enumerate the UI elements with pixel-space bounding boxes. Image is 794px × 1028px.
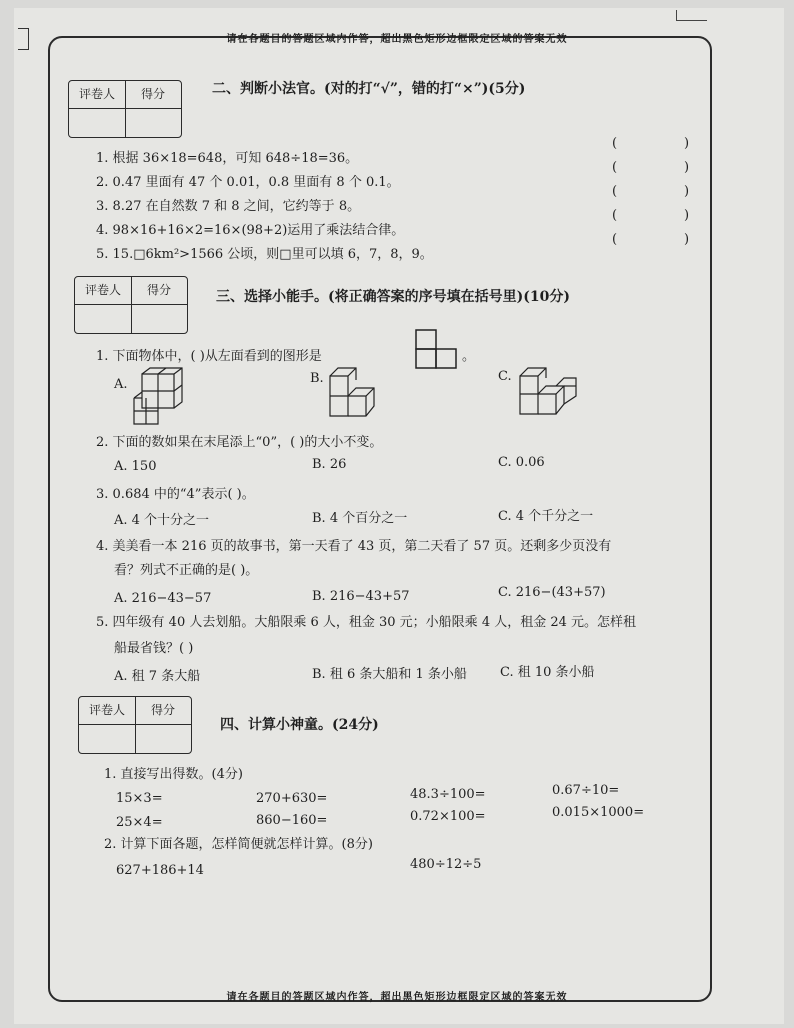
score-label: 得分 <box>150 703 175 717</box>
calc-2-1: 25×4= <box>116 815 163 830</box>
q5-option-b: B. 租 6 条大船和 1 条小船 <box>312 667 467 682</box>
score-label: 得分 <box>146 283 171 297</box>
q5-stem-cont: 船最省钱？( ) <box>114 641 194 656</box>
q4-stem-cont: 看？列式不正确的是( )。 <box>114 563 259 578</box>
section4-title: 四、计算小神童。(24分) <box>220 717 379 733</box>
left-view-figure <box>414 328 460 370</box>
answer-paren-open-1[interactable]: ( <box>612 136 618 151</box>
answer-paren-open-4[interactable]: ( <box>612 208 618 223</box>
q4-option-a: A. 216−43−57 <box>114 591 212 606</box>
calc-1-1: 15×3= <box>116 791 163 806</box>
q1-option-b: B. <box>310 371 324 386</box>
cube-figure-c <box>516 364 578 416</box>
section2-title: 二、判断小法官。(对的打“√”，错的打“×”)(5分) <box>212 81 526 97</box>
calc-3-2: 480÷12÷5 <box>410 857 482 872</box>
q3-stem: 3. 0.684 中的“4”表示( )。 <box>96 487 255 502</box>
q3-option-a: A. 4 个十分之一 <box>114 513 210 528</box>
q5-stem: 5. 四年级有 40 人去划船。大船限乘 6 人，租金 30 元；小船限乘 4 人，租金 24 元。怎样租 <box>96 615 637 630</box>
calc-1-3: 48.3÷100= <box>410 787 486 802</box>
corner-mark-top <box>676 10 707 21</box>
q1-end: 。 <box>462 349 476 364</box>
bottom-banner: 请在各题目的答题区域内作答，超出黑色矩形边框限定区域的答案无效 <box>226 992 568 1003</box>
score-label: 得分 <box>140 87 165 101</box>
q1-stem: 1. 下面物体中，( )从左面看到的图形是 <box>96 349 322 364</box>
answer-paren-open-3[interactable]: ( <box>612 184 618 199</box>
q3-option-b: B. 4 个百分之一 <box>312 511 408 526</box>
calc-3-1: 627+186+14 <box>116 863 204 878</box>
q2-option-b: B. 26 <box>312 457 347 472</box>
q2-option-a: A. 150 <box>114 459 157 474</box>
calc-1-2: 270+630= <box>256 791 328 806</box>
cube-figure-b <box>326 364 382 418</box>
q4-option-b: B. 216−43+57 <box>312 589 410 604</box>
q5-option-c: C. 租 10 条小船 <box>500 665 595 680</box>
answer-paren-open-5[interactable]: ( <box>612 232 618 247</box>
q2-stem: 2. 下面的数如果在末尾添上“0”，( )的大小不变。 <box>96 435 383 450</box>
answer-paren-close-5: ) <box>684 232 690 247</box>
grader-label: 评卷人 <box>75 277 132 304</box>
section3-title: 三、选择小能手。(将正确答案的序号填在括号里)(10分) <box>216 289 570 305</box>
q4-option-c: C. 216−(43+57) <box>498 585 606 600</box>
q3-option-c: C. 4 个千分之一 <box>498 509 594 524</box>
judge-item-1: 1. 根据 36×18=648，可知 648÷18=36。 <box>96 151 359 166</box>
grader-box-3 <box>74 276 188 334</box>
grader-box-4 <box>78 696 192 754</box>
q2-option-c: C. 0.06 <box>498 455 545 470</box>
grader-box-2 <box>68 80 182 138</box>
judge-item-5: 5. 15.□6km²>1566 公顷，则□里可以填 6，7，8，9。 <box>96 247 433 262</box>
grader-label: 评卷人 <box>69 81 126 108</box>
calc-q1: 1. 直接写出得数。(4分) <box>104 767 243 782</box>
answer-paren-close-1: ) <box>684 136 690 151</box>
judge-item-3: 3. 8.27 在自然数 7 和 8 之间，它约等于 8。 <box>96 199 361 214</box>
q1-option-a: A. <box>114 377 128 392</box>
cube-figure-a <box>130 364 190 426</box>
calc-2-2: 860−160= <box>256 813 328 828</box>
calc-1-4: 0.67÷10= <box>552 783 620 798</box>
q1-option-c: C. <box>498 369 512 384</box>
answer-paren-close-4: ) <box>684 208 690 223</box>
calc-2-4: 0.015×1000= <box>552 805 645 820</box>
answer-paren-close-3: ) <box>684 184 690 199</box>
q5-option-a: A. 租 7 条大船 <box>114 669 201 684</box>
calc-q2: 2. 计算下面各题，怎样简便就怎样计算。(8分) <box>104 837 373 852</box>
top-banner: 请在各题目的答题区域内作答，超出黑色矩形边框限定区域的答案无效 <box>226 34 568 45</box>
answer-paren-open-2[interactable]: ( <box>612 160 618 175</box>
calc-2-3: 0.72×100= <box>410 809 486 824</box>
grader-label: 评卷人 <box>79 697 136 724</box>
judge-item-2: 2. 0.47 里面有 47 个 0.01，0.8 里面有 8 个 0.1。 <box>96 175 400 190</box>
judge-item-4: 4. 98×16+16×2=16×(98+2)运用了乘法结合律。 <box>96 223 405 238</box>
answer-paren-close-2: ) <box>684 160 690 175</box>
q4-stem: 4. 美美看一本 216 页的故事书，第一天看了 43 页，第二天看了 57 页。还剩多少页没有 <box>96 539 612 554</box>
